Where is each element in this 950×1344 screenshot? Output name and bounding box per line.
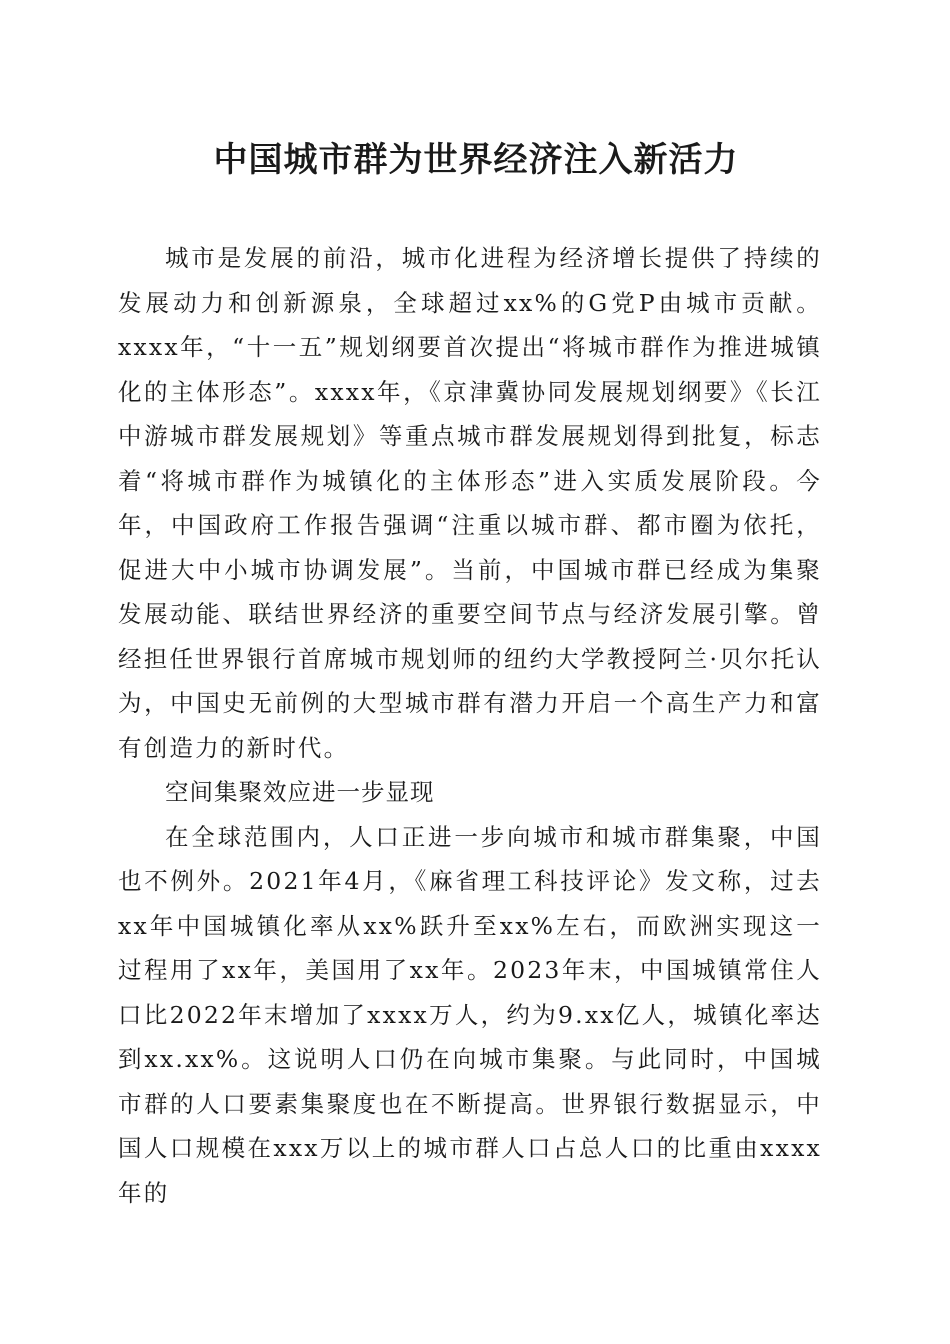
- document-title: 中国城市群为世界经济注入新活力: [213, 140, 739, 180]
- body-paragraph-intro: 城市是发展的前沿，城市化进程为经济增长提供了持续的发展动力和创新源泉，全球超过xx%的G党P由城市贡献。xxxx年，“十一五”规划纲要首次提出“将城市群作为推进城镇化的主体形态”。xxxx年，《京津冀协同发展规划纲要》《长江中游城市群发展规划》等重点城市群发展规划得到批复，标志着“将城市群作为城镇化的主体形态”进入实质发展阶段。今年，中国政府工作报告强调“注重以城市群、都市圈为依托，促进大中小城市协调发展”。当前，中国城市群已经成为集聚发展动能、联结世界经济的重要空间节点与经济发展引擎。曾经担任世界银行首席城市规划师的纽约大学教授阿兰·贝尔托认为，中国史无前例的大型城市群有潜力开启一个高生产力和富有创造力的新时代。: [118, 244, 822, 762]
- document-body: [118, 236, 822, 1215]
- section-subheading: 空间集聚效应进一步显现: [165, 778, 435, 806]
- body-paragraph-population: 在全球范围内，人口正进一步向城市和城市群集聚，中国也不例外。2021年4月，《麻省理工科技评论》发文称，过去xx年中国城镇化率从xx%跃升至xx%左右，而欧洲实现这一过程用了xx年，美国用了xx年。2023年末，中国城镇常住人口比2022年末增加了xxxx万人，约为9.xx亿人，城镇化率达到xx.xx%。这说明人口仍在向城市集聚。与此同时，中国城市群的人口要素集聚度也在不断提高。世界银行数据显示，中国人口规模在xxx万以上的城市群人口占总人口的比重由xxxx年的: [118, 822, 822, 1207]
